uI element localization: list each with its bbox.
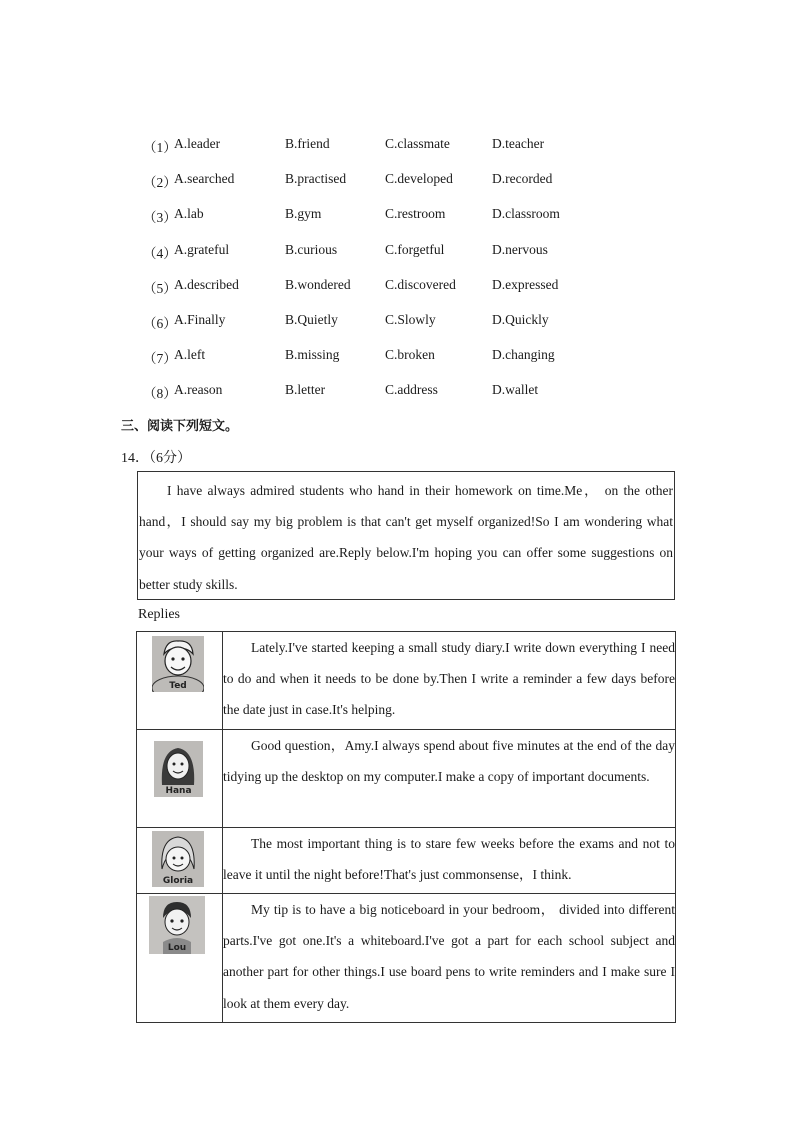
option-number: （5） [143, 280, 177, 296]
reply-row-lou [137, 894, 676, 1023]
reply-row-ted [137, 632, 676, 730]
reply-text: My tip is to have a big noticeboard in your bedroom， divided into different parts.I've got one.It's a whiteboard.I've got a part for each school subject and another part for other things.I use board pens to write reminders and I make sure I look at them every day. [223, 902, 675, 1011]
option-c: C.classmate [385, 136, 450, 151]
option-b: B.wondered [285, 276, 351, 292]
passage-text: I have always admired students who hand in their homework on time.Me， on the other hand，I should say my big problem is that can't get myself organized!So I am wondering what your ways of getting organized are.Reply below.I'm hoping you can offer some suggestions on better study skills. [139, 483, 673, 592]
option-a: A.leader [174, 136, 221, 151]
option-number: （8） [143, 386, 177, 402]
option-row-1 [143, 134, 743, 169]
option-number: （3） [143, 210, 177, 226]
reply-text-cell [223, 828, 676, 894]
question-number: 14．（6分） [121, 451, 191, 466]
option-c: C.broken [385, 347, 435, 363]
option-a: A.searched [174, 171, 235, 187]
avatar-cell [137, 828, 223, 894]
avatar-cell [137, 730, 223, 828]
reply-text: Good question，Amy.I always spend about five minutes at the end of the day tidying up the desktop on my computer.I make a copy of important documents. [223, 738, 675, 785]
option-d: D.changing [492, 347, 555, 363]
option-b: B.letter [285, 382, 326, 398]
option-number: （1） [143, 140, 177, 155]
reply-text-cell [223, 894, 676, 1023]
avatar-lou [149, 896, 205, 954]
option-d: D.classroom [492, 206, 560, 222]
option-b: B.friend [285, 136, 330, 151]
option-number: （6） [143, 315, 177, 331]
option-row-3 [143, 204, 743, 239]
avatar-hana [154, 741, 203, 797]
option-d: D.recorded [492, 171, 553, 187]
option-a: A.left [174, 347, 206, 363]
option-b: B.missing [285, 347, 340, 363]
avatar-ted [152, 636, 204, 692]
reply-row-gloria [137, 828, 676, 894]
option-row-5 [143, 275, 743, 310]
avatar-name: Gloria [162, 876, 194, 886]
option-d: D.teacher [492, 136, 545, 151]
replies-label: Replies [138, 607, 180, 622]
option-row-4 [143, 240, 743, 275]
option-b: B.Quietly [285, 311, 338, 327]
option-a: A.grateful [174, 241, 230, 257]
option-a: A.Finally [174, 311, 226, 327]
option-c: C.address [385, 382, 438, 398]
avatar-cell [137, 894, 223, 1023]
option-c: C.Slowly [385, 311, 436, 327]
answer-options [143, 134, 743, 416]
reply-text: Lately.I've started keeping a small study diary.I write down everything I need to do and when it needs to be done by.Then I write a reminder a few days before the date just in case.It's helping. [223, 640, 675, 718]
avatar-gloria [152, 831, 204, 887]
reply-text-cell [223, 730, 676, 828]
replies-table [136, 631, 676, 1023]
option-number: （4） [143, 245, 177, 261]
option-d: D.Quickly [492, 311, 549, 327]
option-number: （7） [143, 351, 177, 367]
option-d: D.wallet [492, 382, 539, 398]
option-b: B.gym [285, 206, 322, 222]
option-row-7 [143, 345, 743, 380]
avatar-name: Ted [169, 681, 187, 691]
reply-text: The most important thing is to stare few weeks before the exams and not to leave it until the night before!That's just commonsense，I think. [223, 836, 675, 883]
option-c: C.developed [385, 171, 453, 187]
option-d: D.nervous [492, 241, 548, 257]
option-row-8 [143, 380, 743, 415]
option-b: B.curious [285, 241, 338, 257]
option-row-6 [143, 310, 743, 345]
option-a: A.reason [174, 382, 223, 398]
section-title: 三、阅读下列短文。 [121, 419, 239, 434]
reply-row-hana [137, 730, 676, 828]
option-d: D.expressed [492, 276, 559, 292]
avatar-name: Hana [165, 786, 192, 796]
avatar-cell [137, 632, 223, 730]
option-c: C.forgetful [385, 241, 445, 257]
option-a: A.described [174, 276, 239, 292]
option-number: （2） [143, 175, 177, 191]
option-a: A.lab [174, 206, 204, 222]
passage-box [137, 471, 675, 600]
avatar-name: Lou [167, 943, 187, 953]
option-c: C.discovered [385, 276, 456, 292]
option-c: C.restroom [385, 206, 446, 222]
option-b: B.practised [285, 171, 347, 187]
reply-text-cell [223, 632, 676, 730]
option-row-2 [143, 169, 743, 204]
